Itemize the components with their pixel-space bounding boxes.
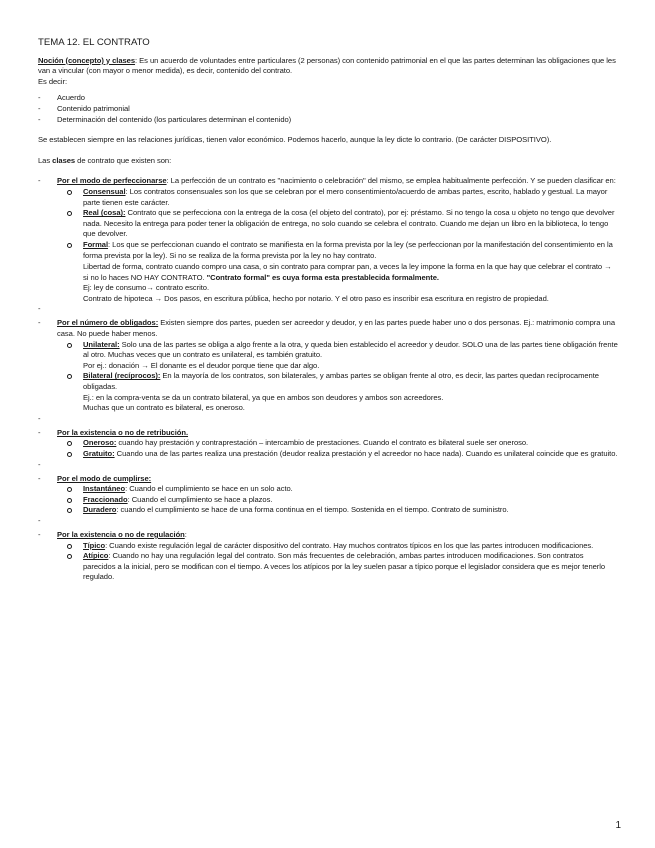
fraccionado-text: : Cuando el cumplimiento se hace a plazos. [127, 494, 273, 504]
unilateral-ej: Por ej.: donación → El donante es el deudor porque tiene que dar algo. [83, 360, 320, 370]
real-text: Contrato que se perfecciona con la entrega de la cosa (el objeto del contrato), por ej: préstamo. Si no tengo la cosa u objeto no tengo que devolver nada. Necesito la entrega para poder tener la obligación de entrega, no solo cuando se celebra el contrato. Cuando me dejan un libro en la biblioteca, lo tengo que devolver. [83, 208, 615, 239]
spacer [38, 516, 618, 530]
section-obligados [38, 318, 618, 413]
oneroso-text: cuando hay prestación y contraprestación – intercambio de prestaciones. Cuando el contrato es bilateral suele ser oneroso. [116, 438, 529, 448]
list-item [57, 340, 618, 372]
retribucion-label: Por la existencia o no de retribución. [57, 427, 189, 437]
atipico-text: : Cuando no hay una regulación legal del contrato. Son más frecuentes de celebración, ambas partes introducen modificaciones. Son contratos parecidos a la inicial, pero se modifican con el tiempo. A veces los atípicos por la ley suelen pasar a típico porque el legislador considera que es mejor tenerlo regulado. [83, 551, 606, 582]
clases-list [38, 176, 618, 583]
obligados-text: Existen siempre dos partes, pueden ser acreedor y deudor, y en las partes puede haber uno o dos personas. Ej.: matrimonio compra una casa. No puede haber menos. [57, 318, 616, 339]
duradero-label: Duradero [83, 505, 117, 515]
perfeccionarse-sublist [57, 187, 618, 305]
list-item [57, 240, 618, 305]
regulacion-sublist [57, 541, 618, 583]
consensual-label: Consensual [83, 186, 126, 196]
list-item [57, 371, 618, 413]
consensual-text: : Los contratos consensuales son los que se celebran por el mero consentimiento/acuerdo de ambas partes, escrito, hablado y gestual. La mayor parte tienen este carácter. [83, 186, 608, 207]
instantaneo-label: Instantáneo [83, 484, 126, 494]
obligados-label: Por el número de obligados: [57, 318, 159, 328]
real-label: Real (cosa): [83, 208, 126, 218]
formal-ej1: Ej: ley de consumo→ contrato escrito. [83, 283, 210, 293]
clases-intro [38, 156, 618, 167]
section-retribucion [38, 428, 618, 460]
list-item [57, 187, 618, 208]
list-item [57, 505, 618, 516]
regulacion-label: Por la existencia o no de regulación [57, 529, 185, 539]
bilateral-ej: Ej.: en la compra-venta se da un contrato bilateral, ya que en ambos son deudores y ambos son acreedores. [83, 392, 444, 402]
spacer [38, 414, 618, 428]
regulacion-colon: : [184, 529, 187, 539]
document-page [38, 38, 618, 583]
bilateral-extra: Muchas que un contrato es bilateral, es oneroso. [83, 403, 245, 413]
list-item [57, 551, 618, 583]
es-decir: Es decir: [38, 76, 68, 86]
unilateral-text: Solo una de las partes se obliga a algo frente a la otra, y queda bien establecido el acreedor y deudor. SOLO una de las partes tiene obligación frente al otro. Muchas veces que un contrato es unilateral, es también gratuito. [83, 339, 618, 360]
formal-libertad [83, 262, 618, 283]
list-item [57, 495, 618, 506]
list-item [57, 484, 618, 495]
list-item: - Acuerdo [38, 93, 618, 104]
cumplirse-sublist [57, 484, 618, 516]
clases-bold: clases [52, 155, 76, 165]
retribucion-sublist [57, 438, 618, 459]
fraccionado-label: Fraccionado [83, 494, 128, 504]
list-item [57, 208, 618, 240]
nocion-label: Noción (concepto) y clases [38, 55, 136, 65]
perfeccionarse-text: : La perfección de un contrato es "nacimiento o celebración" del mismo, se emplea habitualmente perfección. Y se pueden clasificar en: [166, 176, 616, 186]
oneroso-label: Oneroso: [83, 438, 117, 448]
spacer [38, 304, 618, 318]
perfeccionarse-label: Por el modo de perfeccionarse [57, 176, 167, 186]
libertad-text: Libertad de forma, contrato cuando compro una casa, o sin contrato para comprar pan, a veces la ley impone la forma en la que hay que celebrar el contrato → si no lo haces NO HAY CONTRATO. [83, 262, 612, 282]
list-item [57, 438, 618, 449]
spacer [38, 460, 618, 474]
section-perfeccionarse [38, 176, 618, 304]
unilateral-label: Unilateral: [83, 339, 120, 349]
nocion-paragraph [38, 56, 618, 77]
list-item [57, 541, 618, 552]
nocion-list [38, 93, 618, 125]
formal-text: : Los que se perfeccionan cuando el contrato se manifiesta en la forma prevista por la ley (se perfeccionan por la manifestación del consentimiento en la forma prevista por la ley). Si no se realiza de la forma prevista por la ley no hay contrato. [83, 239, 613, 260]
instantaneo-text: : Cuando el cumplimiento se hace en un solo acto. [125, 484, 293, 494]
section-cumplirse [38, 474, 618, 516]
libertad-bold: "Contrato formal" es cuya forma esta prestablecida formalmente. [206, 272, 439, 282]
section-regulacion [38, 530, 618, 583]
gratuito-text: Cuando una de las partes realiza una prestación (deudor realiza prestación y el acreedor no hace nada). Cuando es unilateral coincide que es gratuito. [114, 449, 618, 458]
list-item: - Determinación del contenido (los particulares determinan el contenido) [38, 115, 618, 126]
formal-ej2: Contrato de hipoteca → Dos pasos, en escritura pública, hecho por notario. Y el otro paso es inscribir esa escritura en registro de propiedad. [83, 293, 549, 303]
page-number: 1 [615, 820, 621, 831]
obligados-sublist [57, 340, 618, 414]
page-title: TEMA 12. EL CONTRATO [38, 37, 150, 48]
nocion-text: : Es un acuerdo de voluntades entre particulares (2 personas) con contenido patrimonial en el que las partes determinan las obligaciones que les van a vincular (con mayor o menor medida), es decir, contenido del contrato. [38, 55, 616, 76]
formal-label: Formal [83, 239, 109, 249]
list-item: - Contenido patrimonial [38, 104, 618, 115]
bilateral-text: En la mayoría de los contratos, son bilaterales, y ambas partes se obligan frente al otro, es decir, las partes quedan recíprocamente obligadas. [83, 371, 599, 392]
tipico-text: : Cuando existe regulación legal de carácter dispositivo del contrato. Hay muchos contratos típicos en los que las partes introducen modificaciones. [105, 540, 594, 550]
list-item [57, 449, 618, 460]
clases-pre: Las [38, 155, 53, 165]
tipico-label: Típico [83, 540, 106, 550]
clases-post: de contrato que existen son: [75, 155, 172, 165]
dispositivo-paragraph: Se establecen siempre en las relaciones jurídicas, tienen valor económico. Podemos hacerlo, aunque la ley dicte lo contrario. (De carácter DISPOSITIVO). [38, 135, 552, 145]
bilateral-label: Bilateral (recíprocos): [83, 371, 161, 381]
duradero-text: : cuando el cumplimiento se hace de una forma continua en el tiempo. Sostenida en el tiempo. Contrato de suministro. [116, 505, 509, 515]
cumplirse-label: Por el modo de cumplirse: [57, 473, 152, 483]
gratuito-label: Gratuito: [83, 449, 115, 458]
atipico-label: Atípico [83, 551, 109, 561]
